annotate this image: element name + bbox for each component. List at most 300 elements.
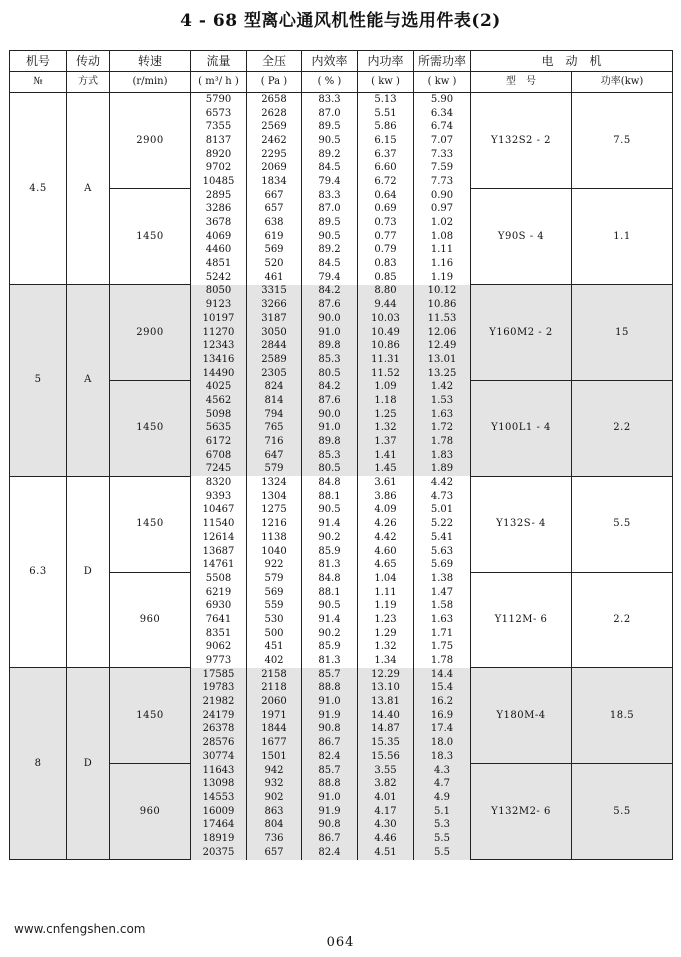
motor-power-cell: 5.5 — [572, 764, 673, 860]
flow-cell: 6708 — [191, 449, 247, 463]
flow-cell: 8920 — [191, 148, 247, 162]
table-row — [10, 476, 673, 490]
internal-power-cell: 0.64 — [358, 189, 414, 203]
efficiency-cell: 90.5 — [302, 230, 358, 244]
required-power-cell: 4.42 — [414, 476, 471, 490]
internal-power-cell: 4.01 — [358, 791, 414, 805]
pressure-cell: 2589 — [247, 353, 302, 367]
efficiency-cell: 91.9 — [302, 805, 358, 819]
internal-power-cell: 14.87 — [358, 723, 414, 737]
flow-cell: 6930 — [191, 599, 247, 613]
flow-cell: 3678 — [191, 216, 247, 230]
flow-cell: 5790 — [191, 93, 247, 107]
pressure-cell: 1971 — [247, 709, 302, 723]
col-drive: 传动 — [67, 51, 110, 72]
efficiency-cell: 85.9 — [302, 641, 358, 655]
pressure-cell: 2060 — [247, 695, 302, 709]
motor-model-cell: Y160M2 - 2 — [471, 285, 572, 381]
internal-power-cell: 0.77 — [358, 230, 414, 244]
efficiency-cell: 90.0 — [302, 312, 358, 326]
required-power-cell: 16.2 — [414, 695, 471, 709]
required-power-cell: 1.58 — [414, 599, 471, 613]
efficiency-cell: 80.5 — [302, 367, 358, 381]
efficiency-cell: 90.5 — [302, 504, 358, 518]
flow-cell: 10485 — [191, 175, 247, 189]
required-power-cell: 4.3 — [414, 764, 471, 778]
flow-cell: 7245 — [191, 463, 247, 477]
efficiency-cell: 85.3 — [302, 353, 358, 367]
col-required-power: 所需功率 — [414, 51, 471, 72]
required-power-cell: 7.73 — [414, 175, 471, 189]
pressure-cell: 451 — [247, 641, 302, 655]
internal-power-cell: 5.86 — [358, 120, 414, 134]
pressure-cell: 569 — [247, 244, 302, 258]
flow-cell: 4562 — [191, 394, 247, 408]
flow-cell: 17464 — [191, 818, 247, 832]
flow-cell: 7641 — [191, 613, 247, 627]
required-power-cell: 0.97 — [414, 203, 471, 217]
pressure-cell: 2658 — [247, 93, 302, 107]
efficiency-cell: 90.2 — [302, 531, 358, 545]
internal-power-cell: 0.73 — [358, 216, 414, 230]
flow-cell: 26378 — [191, 723, 247, 737]
required-power-cell: 1.02 — [414, 216, 471, 230]
pressure-cell: 3187 — [247, 312, 302, 326]
required-power-cell: 5.5 — [414, 846, 471, 860]
flow-cell: 9393 — [191, 490, 247, 504]
flow-cell: 24179 — [191, 709, 247, 723]
pressure-cell: 922 — [247, 558, 302, 572]
required-power-cell: 12.06 — [414, 326, 471, 340]
pressure-cell: 1324 — [247, 476, 302, 490]
efficiency-cell: 85.3 — [302, 449, 358, 463]
pressure-cell: 500 — [247, 627, 302, 641]
efficiency-cell: 90.8 — [302, 818, 358, 832]
required-power-cell: 5.3 — [414, 818, 471, 832]
flow-cell: 6219 — [191, 586, 247, 600]
col-internal-power: 内功率 — [358, 51, 414, 72]
internal-power-cell: 15.56 — [358, 750, 414, 764]
internal-power-cell: 1.45 — [358, 463, 414, 477]
internal-power-cell: 0.83 — [358, 257, 414, 271]
website-url: www.cnfengshen.com — [14, 922, 146, 936]
flow-cell: 14553 — [191, 791, 247, 805]
internal-power-cell: 13.81 — [358, 695, 414, 709]
required-power-cell: 13.25 — [414, 367, 471, 381]
internal-power-cell: 1.09 — [358, 380, 414, 394]
internal-power-cell: 1.04 — [358, 572, 414, 586]
required-power-cell: 5.90 — [414, 93, 471, 107]
col-flow: 流量 — [191, 51, 247, 72]
flow-cell: 10197 — [191, 312, 247, 326]
drive-cell: D — [67, 476, 110, 668]
efficiency-cell: 87.0 — [302, 107, 358, 121]
internal-power-cell: 15.35 — [358, 736, 414, 750]
required-power-cell: 1.08 — [414, 230, 471, 244]
flow-cell: 5242 — [191, 271, 247, 285]
internal-power-cell: 4.30 — [358, 818, 414, 832]
internal-power-cell: 1.32 — [358, 422, 414, 436]
pressure-cell: 1501 — [247, 750, 302, 764]
efficiency-cell: 85.7 — [302, 668, 358, 682]
internal-power-cell: 1.41 — [358, 449, 414, 463]
internal-power-cell: 11.31 — [358, 353, 414, 367]
flow-cell: 4069 — [191, 230, 247, 244]
machine-no-cell: 6.3 — [10, 476, 67, 668]
required-power-cell: 18.3 — [414, 750, 471, 764]
required-power-cell: 7.59 — [414, 161, 471, 175]
pressure-cell: 2295 — [247, 148, 302, 162]
pressure-cell: 2069 — [247, 161, 302, 175]
pressure-cell: 402 — [247, 654, 302, 668]
required-power-cell: 5.22 — [414, 517, 471, 531]
pressure-cell: 3315 — [247, 285, 302, 299]
pressure-cell: 794 — [247, 408, 302, 422]
pressure-cell: 657 — [247, 203, 302, 217]
required-power-cell: 5.41 — [414, 531, 471, 545]
pressure-cell: 1834 — [247, 175, 302, 189]
pressure-cell: 3050 — [247, 326, 302, 340]
flow-cell: 13416 — [191, 353, 247, 367]
efficiency-cell: 79.4 — [302, 175, 358, 189]
efficiency-cell: 82.4 — [302, 846, 358, 860]
internal-power-cell: 1.18 — [358, 394, 414, 408]
internal-power-cell: 10.49 — [358, 326, 414, 340]
col-pressure-unit: ( Pa ) — [247, 72, 302, 93]
table-row — [10, 380, 673, 394]
efficiency-cell: 84.2 — [302, 285, 358, 299]
required-power-cell: 1.42 — [414, 380, 471, 394]
col-efficiency: 内效率 — [302, 51, 358, 72]
efficiency-cell: 86.7 — [302, 832, 358, 846]
performance-table — [9, 50, 673, 860]
col-pressure: 全压 — [247, 51, 302, 72]
required-power-cell: 5.1 — [414, 805, 471, 819]
required-power-cell: 5.63 — [414, 545, 471, 559]
flow-cell: 18919 — [191, 832, 247, 846]
motor-power-cell: 2.2 — [572, 572, 673, 668]
efficiency-cell: 89.2 — [302, 244, 358, 258]
efficiency-cell: 88.8 — [302, 682, 358, 696]
col-machine-no: 机号 — [10, 51, 67, 72]
efficiency-cell: 89.2 — [302, 148, 358, 162]
internal-power-cell: 4.42 — [358, 531, 414, 545]
pressure-cell: 824 — [247, 380, 302, 394]
required-power-cell: 1.63 — [414, 408, 471, 422]
flow-cell: 21982 — [191, 695, 247, 709]
pressure-cell: 647 — [247, 449, 302, 463]
internal-power-cell: 4.60 — [358, 545, 414, 559]
flow-cell: 10467 — [191, 504, 247, 518]
pressure-cell: 902 — [247, 791, 302, 805]
internal-power-cell: 6.72 — [358, 175, 414, 189]
efficiency-cell: 83.3 — [302, 93, 358, 107]
flow-cell: 16009 — [191, 805, 247, 819]
pressure-cell: 638 — [247, 216, 302, 230]
pressure-cell: 520 — [247, 257, 302, 271]
efficiency-cell: 90.5 — [302, 599, 358, 613]
machine-no-cell: 5 — [10, 285, 67, 477]
flow-cell: 13687 — [191, 545, 247, 559]
speed-cell: 960 — [110, 764, 191, 860]
required-power-cell: 13.01 — [414, 353, 471, 367]
flow-cell: 9773 — [191, 654, 247, 668]
internal-power-cell: 1.25 — [358, 408, 414, 422]
required-power-cell: 7.07 — [414, 134, 471, 148]
table-row — [10, 285, 673, 299]
table-row — [10, 668, 673, 682]
speed-cell: 1450 — [110, 380, 191, 476]
efficiency-cell: 84.5 — [302, 257, 358, 271]
efficiency-cell: 84.8 — [302, 572, 358, 586]
flow-cell: 17585 — [191, 668, 247, 682]
machine-no-cell: 8 — [10, 668, 67, 860]
internal-power-cell: 1.11 — [358, 586, 414, 600]
efficiency-cell: 79.4 — [302, 271, 358, 285]
flow-cell: 14761 — [191, 558, 247, 572]
flow-cell: 20375 — [191, 846, 247, 860]
motor-power-cell: 15 — [572, 285, 673, 381]
pressure-cell: 804 — [247, 818, 302, 832]
flow-cell: 7355 — [191, 120, 247, 134]
efficiency-cell: 84.5 — [302, 161, 358, 175]
speed-cell: 1450 — [110, 189, 191, 285]
internal-power-cell: 4.09 — [358, 504, 414, 518]
efficiency-cell: 82.4 — [302, 750, 358, 764]
efficiency-cell: 89.5 — [302, 120, 358, 134]
pressure-cell: 942 — [247, 764, 302, 778]
internal-power-cell: 4.17 — [358, 805, 414, 819]
required-power-cell: 14.4 — [414, 668, 471, 682]
pressure-cell: 765 — [247, 422, 302, 436]
drive-cell: A — [67, 93, 110, 285]
efficiency-cell: 81.3 — [302, 558, 358, 572]
required-power-cell: 1.71 — [414, 627, 471, 641]
motor-power-cell: 2.2 — [572, 380, 673, 476]
internal-power-cell: 6.15 — [358, 134, 414, 148]
motor-power-cell: 18.5 — [572, 668, 673, 764]
pressure-cell: 619 — [247, 230, 302, 244]
col-internal-power-unit: ( kw ) — [358, 72, 414, 93]
flow-cell: 4025 — [191, 380, 247, 394]
efficiency-cell: 84.2 — [302, 380, 358, 394]
internal-power-cell: 5.51 — [358, 107, 414, 121]
pressure-cell: 1138 — [247, 531, 302, 545]
internal-power-cell: 1.23 — [358, 613, 414, 627]
pressure-cell: 579 — [247, 572, 302, 586]
pressure-cell: 863 — [247, 805, 302, 819]
flow-cell: 9702 — [191, 161, 247, 175]
required-power-cell: 1.83 — [414, 449, 471, 463]
pressure-cell: 2462 — [247, 134, 302, 148]
pressure-cell: 1844 — [247, 723, 302, 737]
col-motor: 电 动 机 — [471, 51, 673, 72]
speed-cell: 2900 — [110, 93, 191, 189]
efficiency-cell: 90.0 — [302, 408, 358, 422]
flow-cell: 8137 — [191, 134, 247, 148]
pressure-cell: 716 — [247, 435, 302, 449]
flow-cell: 8050 — [191, 285, 247, 299]
required-power-cell: 10.86 — [414, 298, 471, 312]
pressure-cell: 1275 — [247, 504, 302, 518]
pressure-cell: 579 — [247, 463, 302, 477]
required-power-cell: 18.0 — [414, 736, 471, 750]
col-speed: 转速 — [110, 51, 191, 72]
pressure-cell: 2158 — [247, 668, 302, 682]
flow-cell: 13098 — [191, 777, 247, 791]
motor-model-cell: Y132S2 - 2 — [471, 93, 572, 189]
pressure-cell: 1304 — [247, 490, 302, 504]
efficiency-cell: 90.5 — [302, 134, 358, 148]
required-power-cell: 1.78 — [414, 654, 471, 668]
pressure-cell: 2569 — [247, 120, 302, 134]
flow-cell: 12614 — [191, 531, 247, 545]
flow-cell: 9123 — [191, 298, 247, 312]
efficiency-cell: 87.6 — [302, 394, 358, 408]
drive-cell: A — [67, 285, 110, 477]
internal-power-cell: 4.65 — [358, 558, 414, 572]
flow-cell: 11643 — [191, 764, 247, 778]
efficiency-cell: 90.8 — [302, 723, 358, 737]
pressure-cell: 657 — [247, 846, 302, 860]
flow-cell: 8351 — [191, 627, 247, 641]
required-power-cell: 15.4 — [414, 682, 471, 696]
flow-cell: 4460 — [191, 244, 247, 258]
pressure-cell: 569 — [247, 586, 302, 600]
pressure-cell: 736 — [247, 832, 302, 846]
efficiency-cell: 84.8 — [302, 476, 358, 490]
pressure-cell: 1677 — [247, 736, 302, 750]
efficiency-cell: 87.6 — [302, 298, 358, 312]
flow-cell: 2895 — [191, 189, 247, 203]
required-power-cell: 1.53 — [414, 394, 471, 408]
motor-power-cell: 1.1 — [572, 189, 673, 285]
efficiency-cell: 87.0 — [302, 203, 358, 217]
flow-cell: 6172 — [191, 435, 247, 449]
internal-power-cell: 1.19 — [358, 599, 414, 613]
flow-cell: 11270 — [191, 326, 247, 340]
motor-model-cell: Y90S - 4 — [471, 189, 572, 285]
flow-cell: 14490 — [191, 367, 247, 381]
flow-cell: 11540 — [191, 517, 247, 531]
motor-model-cell: Y112M- 6 — [471, 572, 572, 668]
internal-power-cell: 3.86 — [358, 490, 414, 504]
efficiency-cell: 91.4 — [302, 517, 358, 531]
table-row — [10, 572, 673, 586]
required-power-cell: 6.34 — [414, 107, 471, 121]
flow-cell: 30774 — [191, 750, 247, 764]
required-power-cell: 5.5 — [414, 832, 471, 846]
required-power-cell: 1.89 — [414, 463, 471, 477]
internal-power-cell: 0.85 — [358, 271, 414, 285]
required-power-cell: 0.90 — [414, 189, 471, 203]
required-power-cell: 1.16 — [414, 257, 471, 271]
col-efficiency-unit: ( % ) — [302, 72, 358, 93]
table-row — [10, 189, 673, 203]
speed-cell: 2900 — [110, 285, 191, 381]
pressure-cell: 461 — [247, 271, 302, 285]
internal-power-cell: 4.26 — [358, 517, 414, 531]
required-power-cell: 10.12 — [414, 285, 471, 299]
efficiency-cell: 91.0 — [302, 422, 358, 436]
efficiency-cell: 89.5 — [302, 216, 358, 230]
efficiency-cell: 83.3 — [302, 189, 358, 203]
pressure-cell: 932 — [247, 777, 302, 791]
flow-cell: 5635 — [191, 422, 247, 436]
required-power-cell: 1.75 — [414, 641, 471, 655]
flow-cell: 19783 — [191, 682, 247, 696]
pressure-cell: 1216 — [247, 517, 302, 531]
flow-cell: 4851 — [191, 257, 247, 271]
pressure-cell: 1040 — [247, 545, 302, 559]
pressure-cell: 3266 — [247, 298, 302, 312]
internal-power-cell: 1.29 — [358, 627, 414, 641]
efficiency-cell: 90.2 — [302, 627, 358, 641]
flow-cell: 12343 — [191, 339, 247, 353]
efficiency-cell: 91.0 — [302, 326, 358, 340]
speed-cell: 1450 — [110, 668, 191, 764]
col-motor-power: 功率(kw) — [572, 72, 673, 93]
internal-power-cell: 4.51 — [358, 846, 414, 860]
required-power-cell: 4.73 — [414, 490, 471, 504]
internal-power-cell: 3.82 — [358, 777, 414, 791]
efficiency-cell: 89.8 — [302, 339, 358, 353]
internal-power-cell: 8.80 — [358, 285, 414, 299]
flow-cell: 5098 — [191, 408, 247, 422]
flow-cell: 3286 — [191, 203, 247, 217]
pressure-cell: 814 — [247, 394, 302, 408]
internal-power-cell: 10.03 — [358, 312, 414, 326]
internal-power-cell: 4.46 — [358, 832, 414, 846]
flow-cell: 9062 — [191, 641, 247, 655]
required-power-cell: 5.69 — [414, 558, 471, 572]
required-power-cell: 1.78 — [414, 435, 471, 449]
efficiency-cell: 91.0 — [302, 791, 358, 805]
required-power-cell: 4.9 — [414, 791, 471, 805]
internal-power-cell: 6.37 — [358, 148, 414, 162]
col-required-power-unit: ( kw ) — [414, 72, 471, 93]
required-power-cell: 1.38 — [414, 572, 471, 586]
required-power-cell: 6.74 — [414, 120, 471, 134]
efficiency-cell: 91.0 — [302, 695, 358, 709]
machine-no-cell: 4.5 — [10, 93, 67, 285]
flow-cell: 8320 — [191, 476, 247, 490]
internal-power-cell: 9.44 — [358, 298, 414, 312]
internal-power-cell: 1.32 — [358, 641, 414, 655]
col-machine-no-sub: № — [10, 72, 67, 93]
efficiency-cell: 85.9 — [302, 545, 358, 559]
page-number: 064 — [326, 935, 355, 950]
internal-power-cell: 0.79 — [358, 244, 414, 258]
motor-model-cell: Y100L1 - 4 — [471, 380, 572, 476]
pressure-cell: 530 — [247, 613, 302, 627]
flow-cell: 5508 — [191, 572, 247, 586]
motor-power-cell: 7.5 — [572, 93, 673, 189]
internal-power-cell: 6.60 — [358, 161, 414, 175]
motor-model-cell: Y132S- 4 — [471, 476, 572, 572]
motor-power-cell: 5.5 — [572, 476, 673, 572]
col-speed-unit: (r/min) — [110, 72, 191, 93]
required-power-cell: 17.4 — [414, 723, 471, 737]
internal-power-cell: 14.40 — [358, 709, 414, 723]
internal-power-cell: 3.61 — [358, 476, 414, 490]
efficiency-cell: 81.3 — [302, 654, 358, 668]
internal-power-cell: 12.29 — [358, 668, 414, 682]
flow-cell: 28576 — [191, 736, 247, 750]
speed-cell: 1450 — [110, 476, 191, 572]
required-power-cell: 1.63 — [414, 613, 471, 627]
required-power-cell: 4.7 — [414, 777, 471, 791]
